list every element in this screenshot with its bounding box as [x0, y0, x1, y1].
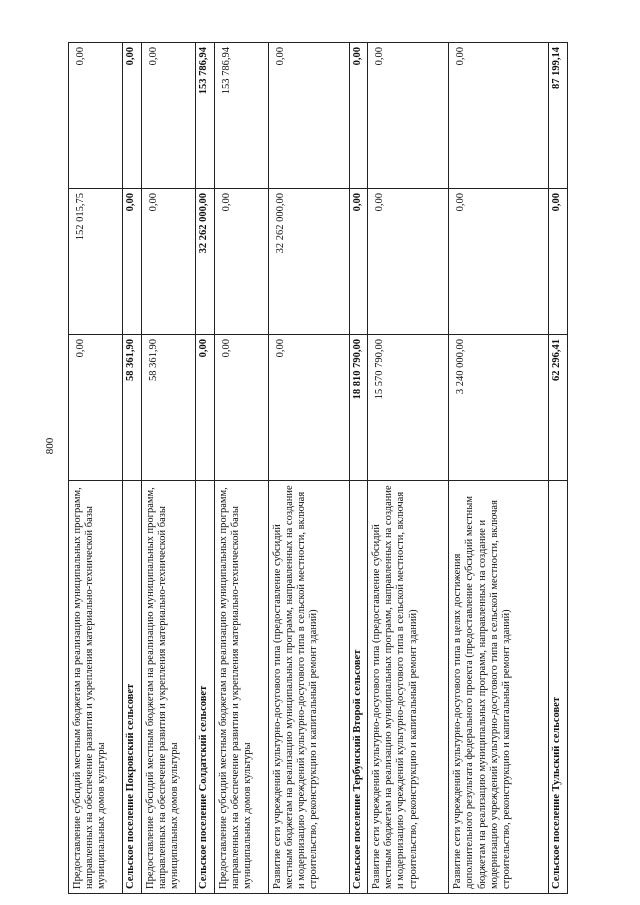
row-name: Сельское поселение Покровский сельсовет — [123, 480, 142, 893]
row-name: Сельское поселение Солдатский сельсовет — [195, 480, 214, 893]
value-col-2: 0,00 — [141, 189, 195, 335]
subsidy-item-row — [69, 43, 123, 894]
value-col-2: 0,00 — [368, 189, 449, 335]
subsidy-item-row — [368, 43, 449, 894]
value-col-2: 0,00 — [214, 189, 268, 335]
value-col-3: 0,00 — [449, 43, 549, 189]
value-col-3: 153 786,94 — [214, 43, 268, 189]
value-col-1: 58 361,90 — [141, 334, 195, 480]
settlement-total-row — [195, 43, 214, 894]
value-col-2: 0,00 — [349, 189, 368, 335]
value-col-3: 153 786,94 — [195, 43, 214, 189]
row-name: Предоставление субсидий местным бюджетам на реализацию муниципальных программ, направленных на обеспечение развития и укрепления материально-технической базы муниципальных домов культуры — [69, 480, 123, 893]
row-name: Развитие сети учреждений культурно-досугового типа (предоставление субсидий местным бюджетам на реализацию муниципальных программ, направленных на создание и модернизацию учреждений культурно-досугового типа в сельской местности, включая строительство, реконструкцию и капитальный ремонт зданий) — [368, 480, 449, 893]
row-name: Сельское поселение Тульский сельсовет — [549, 480, 568, 893]
value-col-3: 0,00 — [349, 43, 368, 189]
value-col-3: 0,00 — [69, 43, 123, 189]
subsidy-item-row — [268, 43, 349, 894]
value-col-2: 32 262 000,00 — [195, 189, 214, 335]
value-col-3: 0,00 — [268, 43, 349, 189]
value-col-2: 0,00 — [449, 189, 549, 335]
value-col-1: 18 810 790,00 — [349, 334, 368, 480]
page-number: 800 — [44, 437, 56, 455]
row-name: Сельское поселение Тербунский Второй сельсовет — [349, 480, 368, 893]
subsidy-table — [68, 42, 568, 894]
value-col-2: 0,00 — [123, 189, 142, 335]
value-col-1: 0,00 — [268, 334, 349, 480]
row-name: Развитие сети учреждений культурно-досугового типа в целях достижения дополнительного результата федерального проекта (предоставление субсидий местным бюджетам на реализацию муниципальных программ, направленных на создание и модернизацию учреждений культурно-досугового типа в сельской местности, включая строительство, реконструкцию и капитальный ремонт зданий) — [449, 480, 549, 893]
value-col-2: 152 015,75 — [69, 189, 123, 335]
value-col-3: 87 199,14 — [549, 43, 568, 189]
settlement-total-row — [549, 43, 568, 894]
value-col-2: 32 262 000,00 — [268, 189, 349, 335]
value-col-1: 0,00 — [214, 334, 268, 480]
value-col-3: 0,00 — [141, 43, 195, 189]
budget-table-sheet — [68, 42, 568, 894]
value-col-1: 58 361,90 — [123, 334, 142, 480]
subsidy-item-row — [214, 43, 268, 894]
subsidy-item-row — [449, 43, 549, 894]
subsidy-item-row — [141, 43, 195, 894]
value-col-3: 0,00 — [123, 43, 142, 189]
row-name: Развитие сети учреждений культурно-досугового типа (предоставление субсидий местным бюджетам на реализацию муниципальных программ, направленных на создание и модернизацию учреждений культурно-досугового типа в сельской местности, включая строительство, реконструкцию и капитальный ремонт зданий) — [268, 480, 349, 893]
value-col-2: 0,00 — [549, 189, 568, 335]
value-col-1: 15 570 790,00 — [368, 334, 449, 480]
value-col-1: 3 240 000,00 — [449, 334, 549, 480]
row-name: Предоставление субсидий местным бюджетам на реализацию муниципальных программ, направленных на обеспечение развития и укрепления материально-технической базы муниципальных домов культуры — [141, 480, 195, 893]
value-col-1: 62 296,41 — [549, 334, 568, 480]
settlement-total-row — [349, 43, 368, 894]
row-name: Предоставление субсидий местным бюджетам на реализацию муниципальных программ, направленных на обеспечение развития и укрепления материально-технической базы муниципальных домов культуры — [214, 480, 268, 893]
value-col-3: 0,00 — [368, 43, 449, 189]
value-col-1: 0,00 — [69, 334, 123, 480]
settlement-total-row — [123, 43, 142, 894]
value-col-1: 0,00 — [195, 334, 214, 480]
